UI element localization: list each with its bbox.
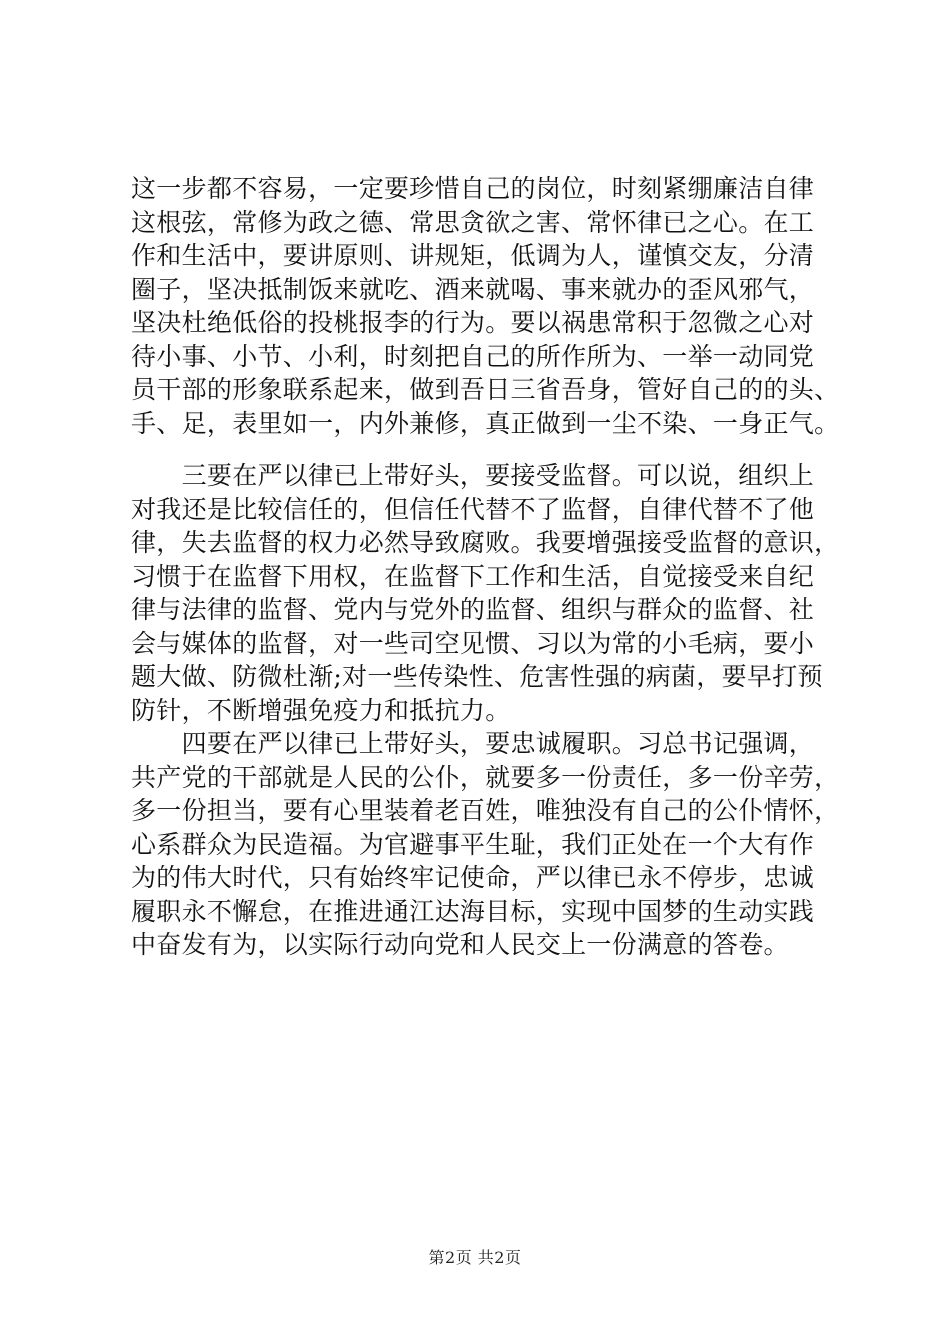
paragraph-3 — [131, 727, 840, 962]
text-line: 坚决杜绝低俗的投桃报李的行为。要以祸患常积于忽微之心对 — [131, 308, 815, 337]
paragraph-1 — [131, 172, 840, 440]
text-line: 习惯于在监督下用权，在监督下工作和生活，自觉接受来自纪 — [131, 561, 815, 591]
text-line: 会与媒体的监督，对一些司空见惯、习以为常的小毛病，要小 — [131, 628, 815, 658]
text-line: 四要在严以律已上带好头，要忠诚履职。习总书记强调， — [131, 729, 815, 758]
text-line: 防针，不断增强免疫力和抵抗力。 — [131, 695, 511, 725]
paragraph-spacer — [131, 440, 831, 459]
text-line: 作和生活中，要讲原则、讲规矩，低调为人，谨慎交友，分清 — [131, 241, 815, 270]
text-line: 共产党的干部就是人民的公仆，就要多一份责任，多一份辛劳， — [131, 762, 840, 792]
text-line: 中奋发有为，以实际行动向党和人民交上一份满意的答卷。 — [131, 930, 789, 959]
text-line: 这一步都不容易，一定要珍惜自己的岗位，时刻紧绷廉洁自律 — [131, 174, 815, 203]
page-footer — [0, 1245, 950, 1268]
text-line: 员干部的形象联系起来，做到吾日三省吾身，管好自己的的头、 — [131, 375, 840, 404]
text-line: 心系群众为民造福。为官避事平生耻，我们正处在一个大有作 — [131, 829, 815, 859]
text-line: 圈子，坚决抵制饭来就吃、酒来就喝、事来就办的歪风邪气， — [131, 274, 815, 304]
text-line: 对我还是比较信任的，但信任代替不了监督，自律代替不了他 — [131, 494, 815, 524]
text-line: 这根弦，常修为政之德、常思贪欲之害、常怀律已之心。在工 — [131, 207, 815, 237]
document-body — [131, 172, 840, 962]
text-line: 为的伟大时代，只有始终牢记使命，严以律已永不停步，忠诚 — [131, 863, 815, 892]
text-line: 律，失去监督的权力必然导致腐败。我要增强接受监督的意识， — [131, 528, 840, 557]
text-line: 律与法律的监督、党内与党外的监督、组织与群众的监督、社 — [131, 595, 815, 624]
text-line: 待小事、小节、小利，时刻把自己的所作所为、一举一动同党 — [131, 341, 815, 371]
page-number-label: 第2页 共2页 — [428, 1248, 522, 1267]
text-line: 手、足，表里如一，内外兼修，真正做到一尘不染、一身正气。 — [131, 408, 840, 438]
text-line: 履职永不懈怠，在推进通江达海目标，实现中国梦的生动实践 — [131, 896, 815, 926]
text-line: 题大做、防微杜渐;对一些传染性、危害性强的病菌，要早打预 — [131, 662, 823, 691]
text-line: 三要在严以律已上带好头，要接受监督。可以说，组织上 — [131, 461, 815, 490]
paragraph-2 — [131, 459, 840, 727]
text-line: 多一份担当，要有心里装着老百姓，唯独没有自己的公仆情怀， — [131, 796, 840, 825]
